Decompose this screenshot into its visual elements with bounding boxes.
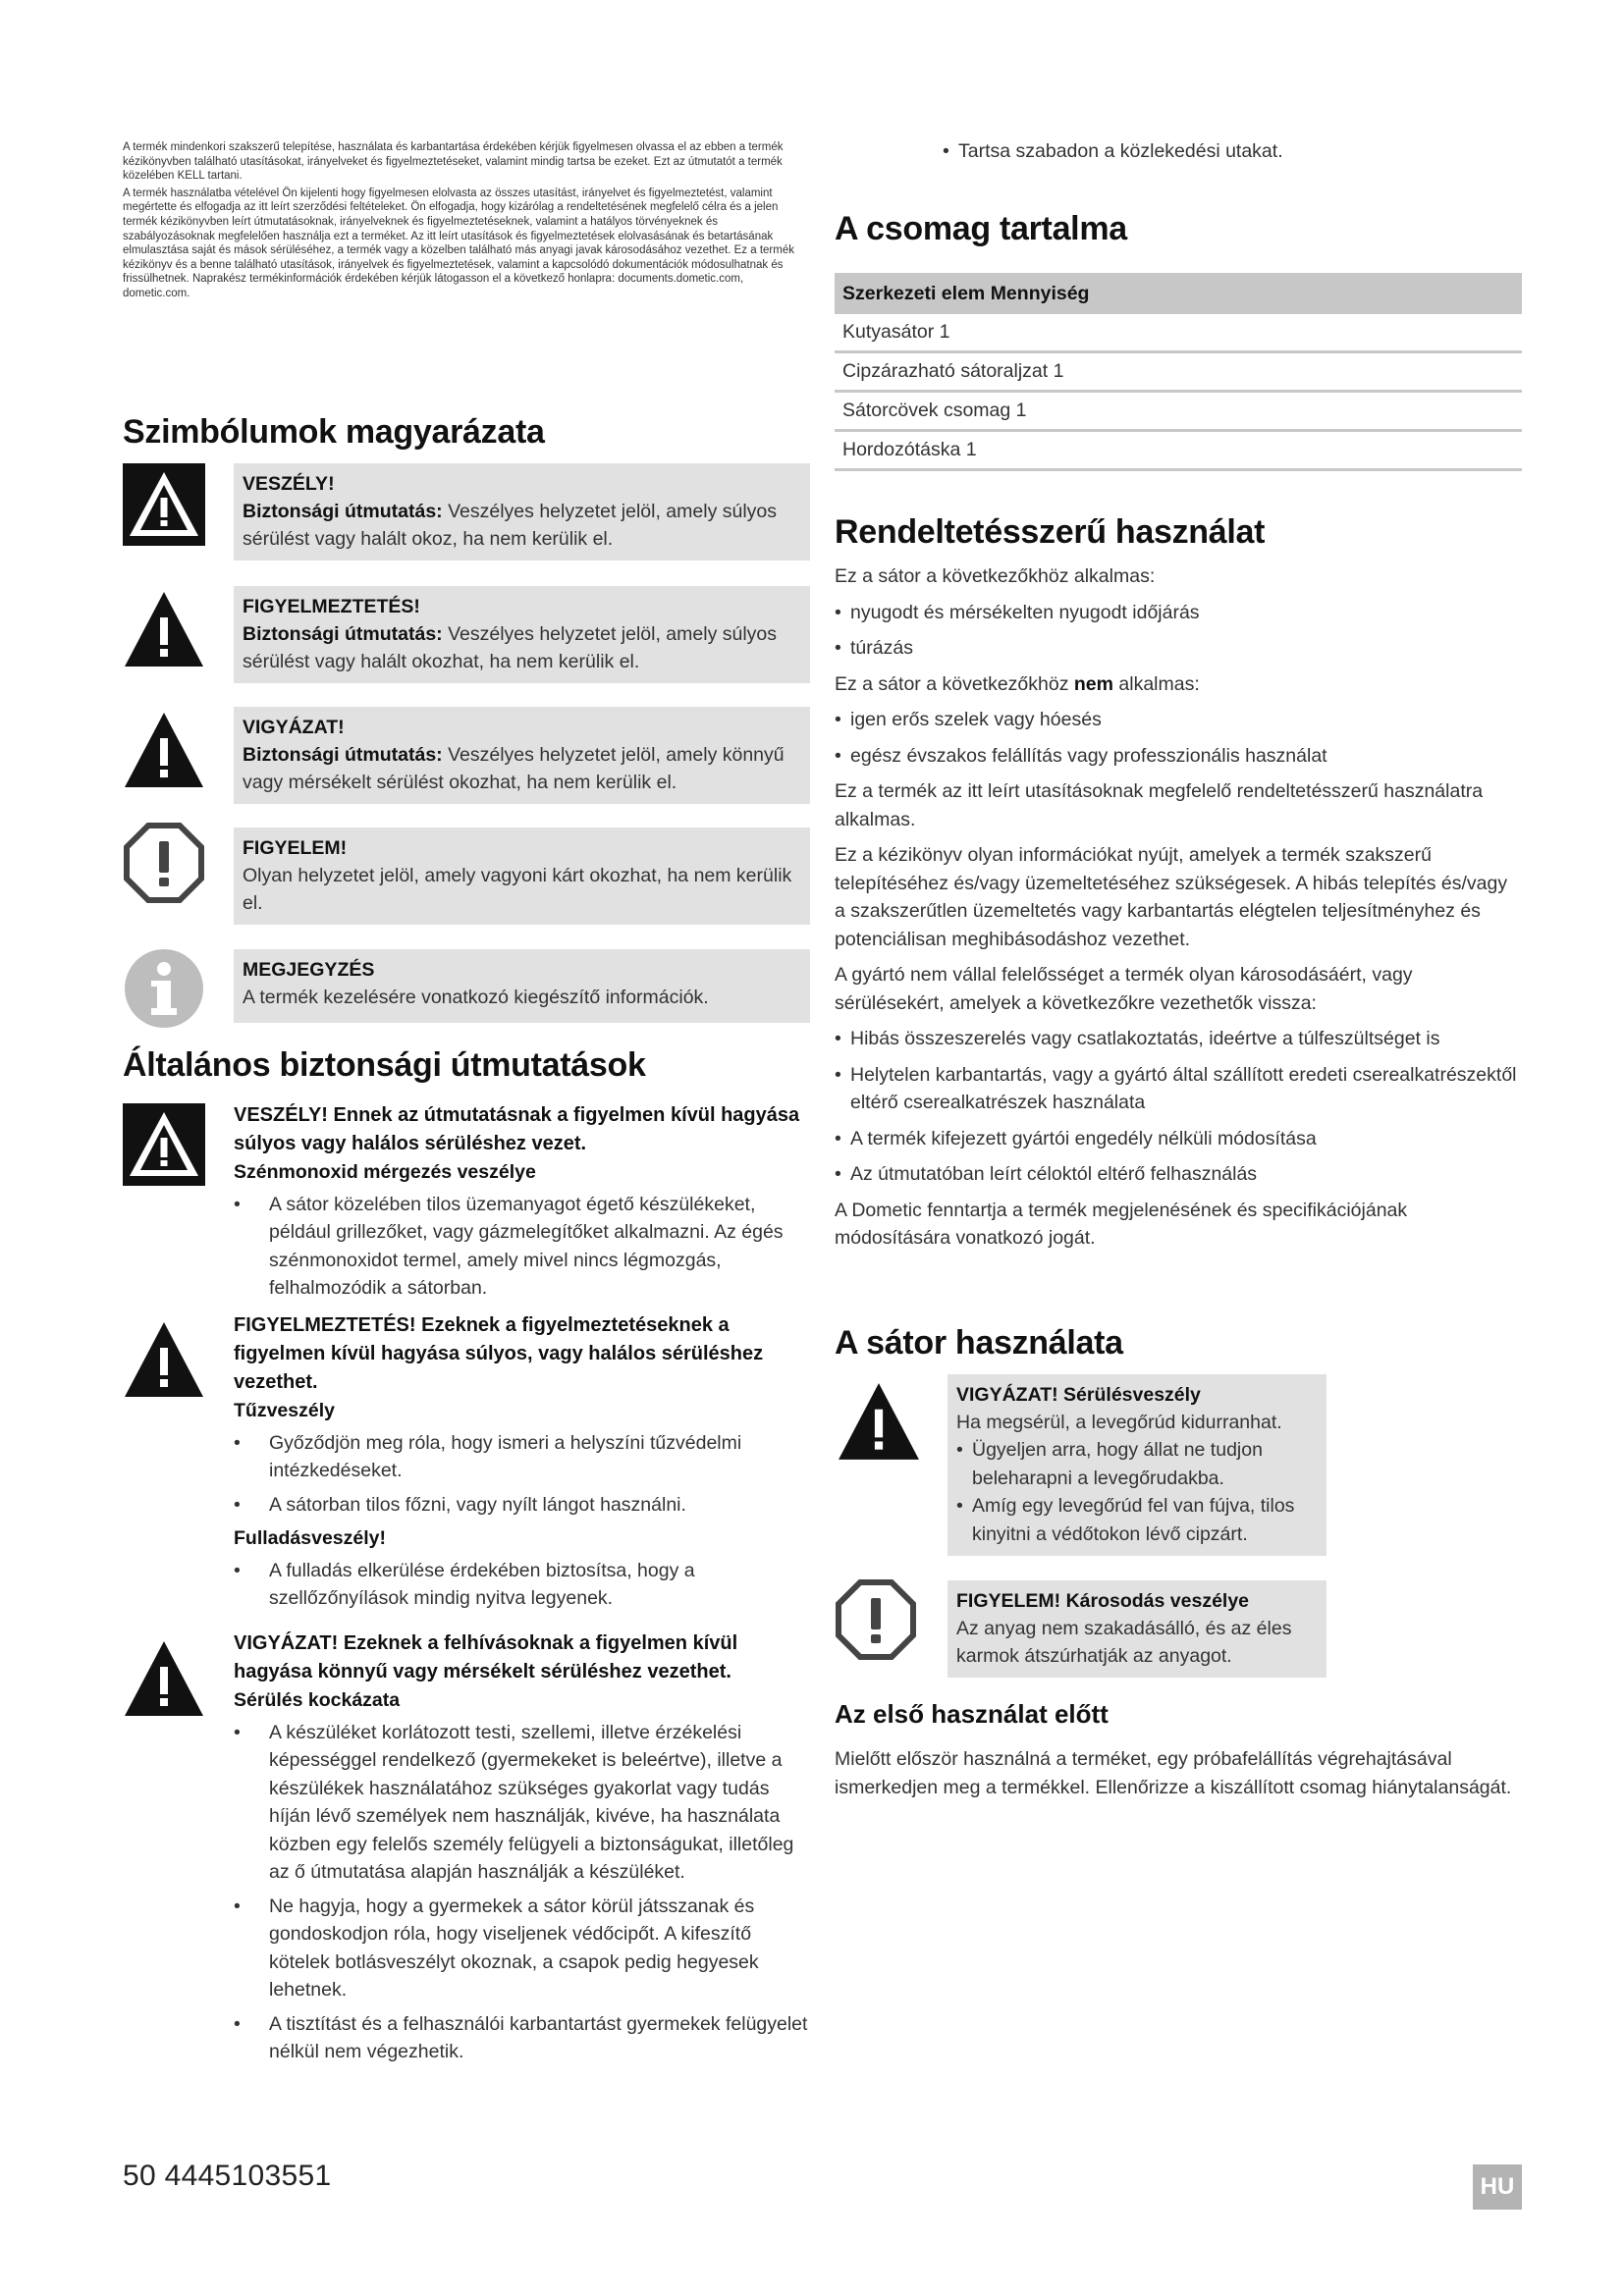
- safety-heading: Általános biztonsági útmutatások: [123, 1046, 646, 1084]
- symbol-notice-title: FIGYELEM!: [243, 837, 348, 859]
- symbol-caution-desc: Biztonsági útmutatás: Veszélyes helyzetet jelöl, amely könnyű vagy mérsékelt sérülést okozhat, ha nem kerülik el.: [243, 744, 785, 793]
- safety-warning-block: [234, 1311, 810, 1619]
- list-item: • Hibás összeszerelés vagy csatlakoztatás, ideértve a túlfeszültséget is: [835, 1025, 1522, 1053]
- page-code: 50 4445103551: [123, 2160, 332, 2192]
- list-item: • Helytelen karbantartás, vagy a gyártó által szállított eredeti cserealkatrészektől eltérő cserealkatrészek használata: [835, 1061, 1522, 1117]
- symbol-note-box: [234, 949, 810, 1023]
- package-heading: A csomag tartalma: [835, 210, 1127, 247]
- symbol-warning-desc: Biztonsági útmutatás: Veszélyes helyzetet jelöl, amely súlyos sérülést vagy halált okozhat, ha nem kerülik el.: [243, 623, 778, 672]
- symbol-warning: [123, 586, 810, 684]
- danger-square-icon: [123, 1103, 205, 1186]
- intended-use-body: [835, 562, 1522, 1260]
- usage-notice-box: [947, 1580, 1326, 1678]
- symbols-heading: Szimbólumok magyarázata: [123, 413, 545, 451]
- intended-paragraph-1: Ez a termék az itt leírt utasításoknak megfelelő rendeltetésszerű használatra alkalmas.: [835, 780, 1484, 830]
- safety-warning-fire: Tűzveszély: [234, 1400, 335, 1421]
- list-item: • A tisztítást és a felhasználói karbantartást gyermekek felügyelet nélkül nem végezhetik.: [234, 2010, 810, 2066]
- symbol-notice-box: [234, 828, 810, 925]
- intended-paragraph-2: Ez a kézikönyv olyan információkat nyújt, amelyek a termék szakszerű telepítéséhez és/vagy üzemeltetéséhez szükségesek. A hibás telepítés és/vagy a szakszerűtlen üzemeltetés vagy karbantartás elégtelen teljesítményhez és potenciálisan meghibásodáshoz vezethet.: [835, 844, 1508, 950]
- usage-caution-title: VIGYÁZAT! Sérülésveszély: [956, 1384, 1201, 1406]
- not-suitable-intro: Ez a sátor a következőkhöz nem alkalmas:: [835, 672, 1200, 695]
- table-cell: Cipzárazható sátoraljzat 1: [835, 352, 1522, 392]
- warning-triangle-icon: [123, 588, 205, 670]
- list-item: • igen erős szelek vagy hóesés: [835, 706, 1522, 734]
- warning-triangle-icon: [123, 1318, 205, 1401]
- list-item: • Győződjön meg róla, hogy ismeri a helyszíni tűzvédelmi intézkedéseket.: [234, 1429, 810, 1485]
- list-item: • egész évszakos felállítás vagy professzionális használat: [835, 742, 1522, 771]
- list-item: • Ügyeljen arra, hogy állat ne tudjon beleharapni a levegőrudakba.: [956, 1436, 1318, 1492]
- intro-paragraph-1: A termék mindenkori szakszerű telepítése, használata és karbantartása érdekében kérjük figyelmesen olvassa el az ebben a termék kézikönyvben található utasításokat, irányelveket és figyelmeztetéseket, valamint mindig tartsa be ezeket. Ezt az útmutatót a termék közelében KELL tartani.: [123, 141, 784, 183]
- danger-square-icon: [123, 463, 205, 546]
- symbol-note: [123, 949, 810, 1028]
- caution-triangle-icon: [123, 709, 205, 791]
- list-item: • Amíg egy levegőrúd fel van fújva, tilos kinyitni a védőtokon lévő cipzárt.: [956, 1492, 1318, 1548]
- first-use-text: Mielőtt először használná a terméket, egy próbafelállítás végrehajtásával ismerkedjen meg a termékkel. Ellenőrizze a kiszállított csomag hiánytalanságát.: [835, 1748, 1512, 1798]
- symbol-danger-desc: Biztonsági útmutatás: Veszélyes helyzetet jelöl, amely súlyos sérülést vagy halált okoz, ha nem kerülik el.: [243, 501, 778, 550]
- intended-use-heading: Rendeltetésszerű használat: [835, 513, 1266, 551]
- language-badge: HU: [1473, 2164, 1522, 2210]
- safety-caution-title: VIGYÁZAT! Ezeknek a felhívásoknak a figyelmen kívül hagyása könnyű vagy mérsékelt sérüléshez vezethet.: [234, 1632, 738, 1682]
- info-icon: [123, 947, 205, 1030]
- list-item: • A sátorban tilos főzni, vagy nyílt lángot használni.: [234, 1491, 810, 1520]
- symbol-caution-box: [234, 707, 810, 804]
- usage-notice-text: Az anyag nem szakadásálló, és az éles karmok átszúrhatják az anyagot.: [956, 1618, 1292, 1667]
- safety-danger-subtitle: Szénmonoxid mérgezés veszélye: [234, 1161, 536, 1183]
- usage-notice-title: FIGYELEM! Károsodás veszélye: [956, 1590, 1250, 1612]
- caution-triangle-icon: [835, 1379, 923, 1464]
- list-item: • Az útmutatóban leírt céloktól eltérő felhasználás: [835, 1160, 1522, 1189]
- usage-caution-text: Ha megsérül, a levegőrúd kidurranhat.: [956, 1412, 1282, 1433]
- table-cell: Kutyasátor 1: [835, 314, 1522, 352]
- symbol-danger-box: [234, 463, 810, 561]
- symbol-warning-box: [234, 586, 810, 683]
- symbol-caution-title: VIGYÁZAT!: [243, 717, 345, 738]
- table-row: [835, 431, 1522, 470]
- symbol-note-desc: A termék kezelésére vonatkozó kiegészítő információk.: [243, 987, 709, 1008]
- intro-text: [123, 140, 810, 304]
- table-cell: Sátorcövek csomag 1: [835, 392, 1522, 431]
- symbol-notice: [123, 828, 810, 926]
- safety-danger-block: [234, 1101, 810, 1308]
- table-row: [835, 392, 1522, 431]
- suitable-intro: Ez a sátor a következőkhöz alkalmas:: [835, 565, 1156, 587]
- list-item: • túrázás: [835, 634, 1522, 663]
- usage-heading: A sátor használata: [835, 1324, 1123, 1362]
- notice-octagon-icon: [123, 822, 205, 904]
- intended-paragraph-4: A Dometic fenntartja a termék megjelenésének és specifikációjának módosítására vonatkozó jogát.: [835, 1199, 1408, 1249]
- safety-caution-subtitle: Sérülés kockázata: [234, 1689, 401, 1711]
- usage-caution-box: [947, 1374, 1326, 1556]
- symbol-note-title: MEGJEGYZÉS: [243, 959, 375, 981]
- symbol-caution: [123, 707, 810, 805]
- list-item: • A termék kifejezett gyártói engedély nélküli módosítása: [835, 1125, 1522, 1153]
- list-item: • Ne hagyja, hogy a gyermekek a sátor körül játsszanak és gondoskodjon róla, hogy viseljenek védőcipőt. A kifeszítő kötelek botlásveszélyt okoznak, a csapok pedig hegyesek lehetnek.: [234, 1893, 810, 2004]
- symbol-danger-title: VESZÉLY!: [243, 473, 335, 495]
- symbol-warning-title: FIGYELMEZTETÉS!: [243, 596, 420, 617]
- list-item: • Tartsa szabadon a közlekedési utakat.: [943, 137, 1508, 166]
- table-row: [835, 314, 1522, 352]
- safety-warning-title: FIGYELMEZTETÉS! Ezeknek a figyelmeztetéseknek a figyelmen kívül hagyása súlyos, vagy halálos sérüléshez vezethet.: [234, 1314, 764, 1393]
- symbol-danger: [123, 463, 810, 561]
- list-item: • A készüléket korlátozott testi, szellemi, illetve érzékelési képességgel rendelkező (gyermekeket is beleértve), illetve a készülékek használatához szükséges gyakorlat vagy tudás híján lévő személyek nem használják, kivéve, ha használata közben egy felelős személy felügyeli a biztonságukat, illetőleg az ő útmutatása alapján használják a készüléket.: [234, 1719, 810, 1887]
- safety-danger-title: VESZÉLY! Ennek az útmutatásnak a figyelmen kívül hagyása súlyos vagy halálos sérüléshez vezet.: [234, 1104, 800, 1154]
- notice-octagon-icon: [835, 1578, 917, 1661]
- intended-paragraph-3: A gyártó nem vállal felelősséget a termék olyan károsodásáért, vagy sérülésekért, amelyek a következőkre vezethetők vissza:: [835, 964, 1413, 1014]
- list-item: • A sátor közelében tilos üzemanyagot égető készülékeket, például grillezőket, vagy gázmelegítőket alkalmazni. Az égés szénmonoxidot termel, amely mivel nincs légmozgás, felhalmozódik a sátorban.: [234, 1191, 810, 1303]
- symbol-notice-desc: Olyan helyzetet jelöl, amely vagyoni kárt okozhat, ha nem kerülik el.: [243, 865, 792, 914]
- list-item: • A fulladás elkerülése érdekében biztosítsa, hogy a szellőzőnyílások mindig nyitva legyenek.: [234, 1557, 810, 1613]
- safety-warning-suffocation: Fulladásveszély!: [234, 1527, 386, 1549]
- table-row: [835, 352, 1522, 392]
- first-use-heading: Az első használat előtt: [835, 1699, 1109, 1729]
- caution-triangle-icon: [123, 1637, 205, 1720]
- list-item: • nyugodt és mérsékelten nyugodt időjárás: [835, 599, 1522, 627]
- right-column: [835, 0, 1522, 1798]
- table-cell: Hordozótáska 1: [835, 431, 1522, 470]
- intro-paragraph-2: A termék használatba vételével Ön kijelenti hogy figyelmesen elolvasta az összes utasítást, irányelvet és figyelmeztetést, valamint megértette és elfogadja az itt leírt szerződési feltételeket. Ön elfogadja, hogy kizárólag a rendeltetésének megfelelő célra és a jelen termék kézikönyvben leírt útmutatásoknak, irányelveknek és figyelmeztetéseknek, valamint a hatályos törvényeknek és szabályozásoknak megfelelően használja ezt a terméket. Az itt leírt utasítások és figyelmeztetések elolvasásának és betartásának elmulasztása saját és mások sérüléséhez, a termék vagy a közelben található más anyagi javak károsodásához vezethet. Ez a termék kézikönyv és a benne található utasítások, irányelvek és figyelmeztetések, valamint a kapcsolódó dokumentációk módosulhatnak és frissülhetnek. Naprakész termékinformációk érdekében kérjük látogasson el a következő honlapra: documents.dometic.com, dometic.com.: [123, 187, 794, 299]
- table-header-row: [835, 273, 1522, 314]
- package-table: [835, 273, 1522, 471]
- safety-caution-block: [234, 1629, 810, 2072]
- table-header: Szerkezeti elem Mennyiség: [835, 273, 1522, 314]
